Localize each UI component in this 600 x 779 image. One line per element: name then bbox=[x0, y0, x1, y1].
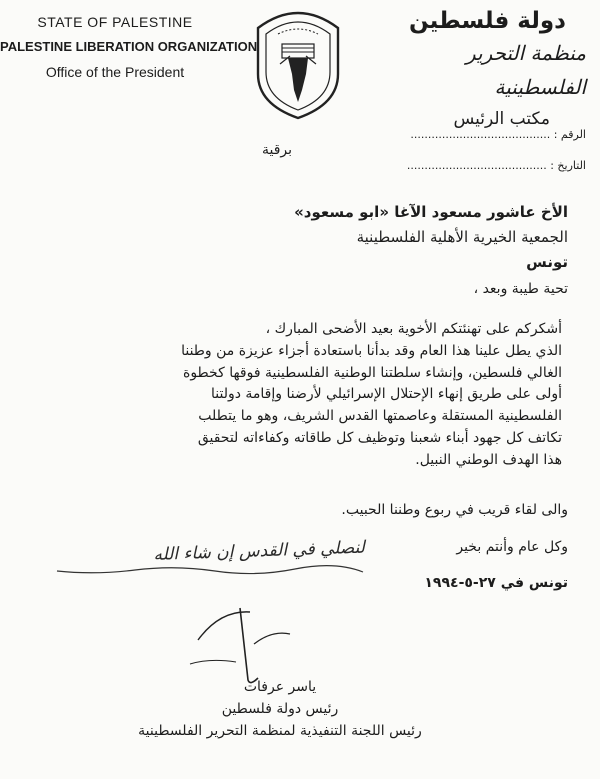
reference-date-label: التاريخ : bbox=[550, 159, 586, 172]
recipient-name: الأخ عاشور مسعود الآغا «ابو مسعود» bbox=[294, 203, 568, 221]
arabic-organization-name: منظمة التحرير الفلسطينية bbox=[465, 41, 586, 99]
greeting: تحية طيبة وبعد ، bbox=[473, 281, 568, 297]
place-and-date: تونس في ٢٧-٥-١٩٩٤ bbox=[424, 575, 568, 591]
paragraph-line: الغالي فلسطين، وإنشاء سلطتنا الوطنية الفلسطينية فوقها كخطوة bbox=[182, 364, 562, 381]
document-type: برقية bbox=[262, 142, 293, 158]
signature-block bbox=[80, 676, 480, 742]
handwriting-stroke-icon bbox=[55, 565, 365, 577]
arabic-office-name: مكتب الرئيس bbox=[453, 109, 550, 129]
paragraph-line: الذي يطل علينا هذا العام وقد بدأنا باستعادة أجزاء عزيزة من وطننا bbox=[181, 342, 562, 359]
recipient-city: تونس bbox=[526, 253, 568, 271]
paragraph-line: تكاتف كل جهود أبناء شعبنا وتوظيف كل طاقاته وكفاءاته لتحقيق bbox=[197, 429, 562, 446]
signatory-title-plo: رئيس اللجنة التنفيذية لمنظمة التحرير الفلسطينية bbox=[138, 723, 422, 739]
closing-wishes-line: وكل عام وأنتم بخير bbox=[456, 539, 568, 555]
paragraph-line: أولى على طريق إنهاء الإحتلال الإسرائيلي لأرضنا وإقامة دولتنا bbox=[210, 386, 562, 403]
letter-body-paragraph bbox=[115, 319, 562, 472]
arabic-state-name: دولة فلسطين bbox=[408, 8, 566, 34]
english-state-name: STATE OF PALESTINE bbox=[37, 14, 193, 30]
signatory-name: ياسر عرفات bbox=[243, 679, 317, 695]
reference-number-label: الرقم : bbox=[553, 128, 586, 141]
signatory-title-state: رئيس دولة فلسطين bbox=[221, 701, 339, 717]
reference-date-row bbox=[407, 159, 586, 172]
handwritten-addition: لنصلي في القدس إن شاء الله bbox=[153, 537, 366, 565]
recipient-organization: الجمعية الخيرية الأهلية الفلسطينية bbox=[356, 228, 568, 246]
reference-number-blank: ........................................ bbox=[410, 128, 551, 141]
reference-date-blank: ........................................ bbox=[406, 159, 547, 172]
paragraph-line: أشكركم على تهنئتكم الأخوية بعيد الأضحى المبارك ، bbox=[265, 321, 562, 337]
plo-emblem-icon bbox=[252, 4, 344, 122]
reference-number-row bbox=[410, 128, 586, 141]
arabic-letterhead bbox=[376, 6, 586, 132]
closing-meeting-line: والى لقاء قريب في ربوع وطننا الحبيب. bbox=[341, 502, 568, 518]
paragraph-line: الفلسطينية المستقلة وعاصمتها القدس الشريف، وهو ما يتطلب bbox=[198, 408, 562, 425]
english-organization-name: PALESTINE LIBERATION ORGANIZATION bbox=[0, 39, 258, 54]
english-office-name: Office of the President bbox=[45, 64, 185, 80]
paragraph-line: هذا الهدف الوطني النبيل. bbox=[415, 451, 562, 468]
english-letterhead bbox=[0, 14, 258, 80]
